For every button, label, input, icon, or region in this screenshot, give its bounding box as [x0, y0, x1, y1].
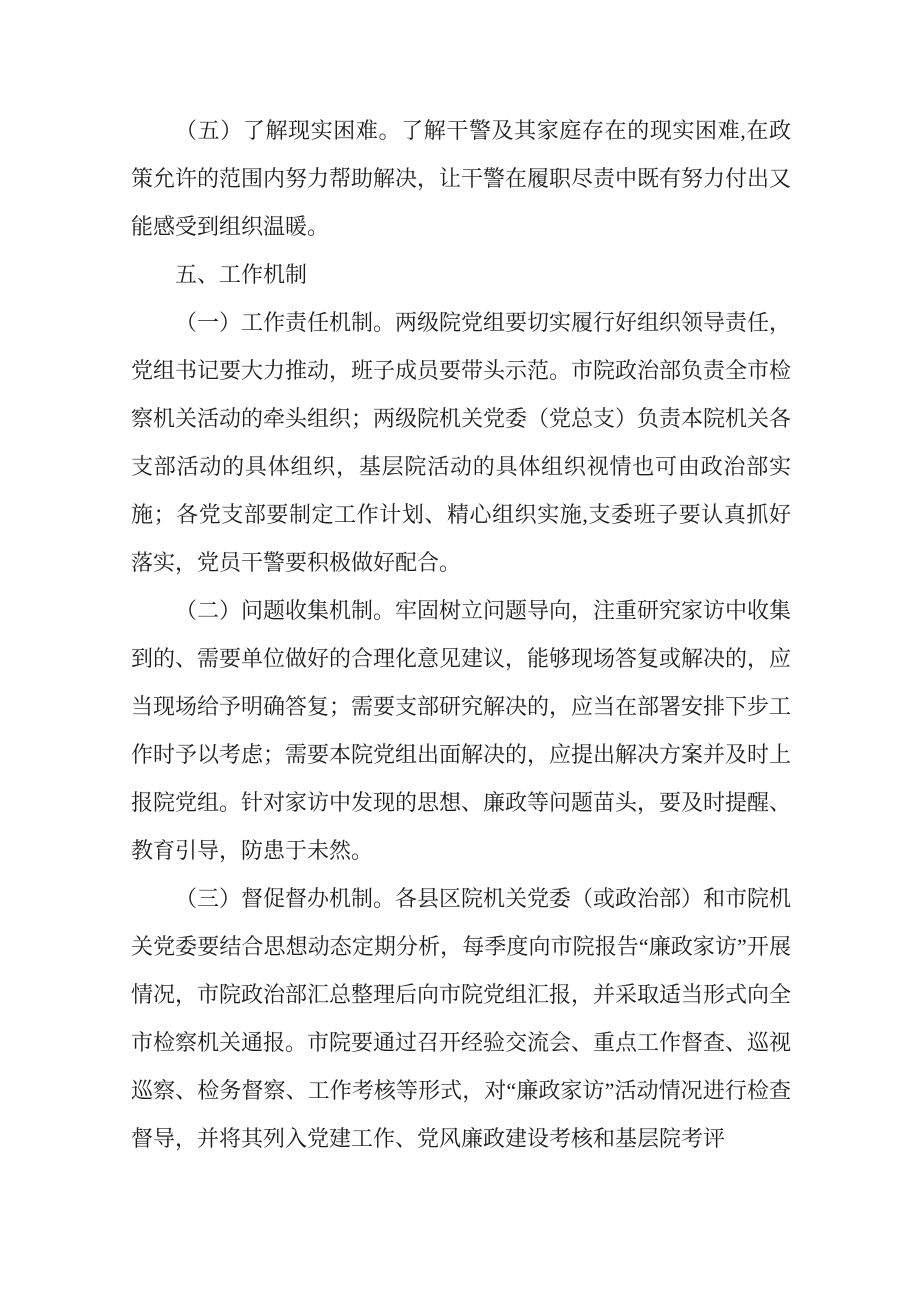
section-heading-work-mechanism: 五、工作机制 [175, 262, 308, 287]
paragraph-item-1-work-responsibility-mechanism: （一）工作责任机制。两级院党组要切实履行好组织领导责任，党组书记要大力推动，班子成员要带头示范。市院政治部负责全市检察机关活动的牵头组织；两级院机关党委（党总支）负责本院机关各支部活动的具体组织，基层院活动的具体组织视情也可由政治部实施；各党支部要制定工作计划、精心组织实施,支委班子要认真抓好落实，党员干警要积极做好配合。 [131, 310, 792, 575]
paragraph-item-3-supervision-mechanism: （三）督促督办机制。各县区院机关党委（或政治部）和市院机关党委要结合思想动态定期分析，每季度向市院报告“廉政家访”开展情况，市院政治部汇总整理后向市院党组汇报，并采取适当形式向全市检察机关通报。市院要通过召开经验交流会、重点工作督查、巡视巡察、检务督察、工作考核等形式，对“廉政家访”活动情况进行检查督导，并将其列入党建工作、党风廉政建设考核和基层院考评 [131, 886, 792, 1151]
paragraph-item-5-understand-difficulties: （五）了解现实困难。了解干警及其家庭存在的现实困难,在政策允许的范围内努力帮助解决，让干警在履职尽责中既有努力付出又能感受到组织温暖。 [131, 118, 792, 239]
paragraph-item-2-problem-collection-mechanism: （二）问题收集机制。牢固树立问题导向，注重研究家访中收集到的、需要单位做好的合理化意见建议，能够现场答复或解决的，应当现场给予明确答复；需要支部研究解决的，应当在部署安排下步工作时予以考虑；需要本院党组出面解决的，应提出解决方案并及时上报院党组。针对家访中发现的思想、廉政等问题苗头，要及时提醒、教育引导，防患于未然。 [131, 598, 792, 863]
